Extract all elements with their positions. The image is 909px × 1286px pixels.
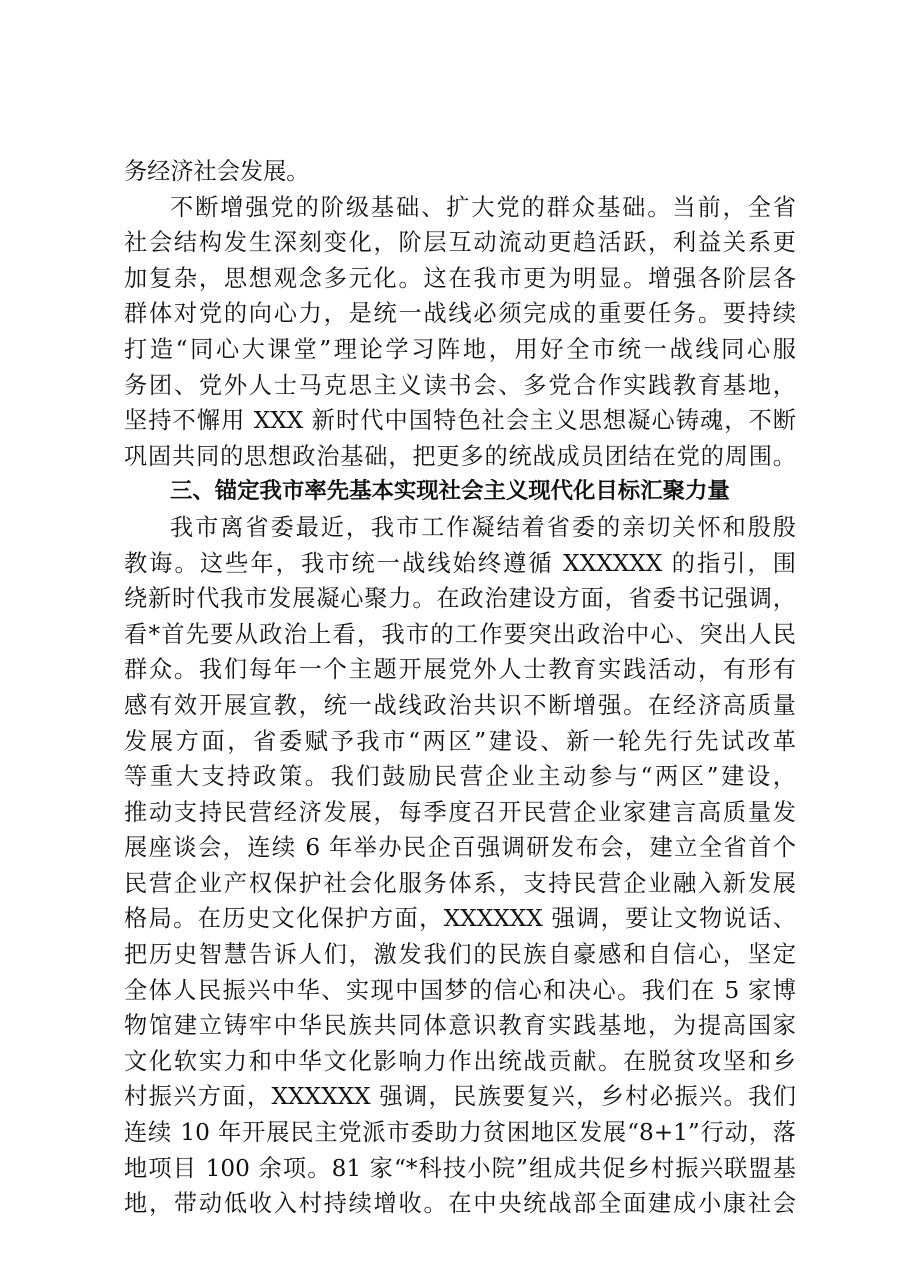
body-line: 群众。我们每年一个主题开展党外人士教育实践活动，有形有 <box>124 656 796 684</box>
body-line: 民营企业产权保护社会化服务体系，支持民营企业融入新发展 <box>124 869 796 897</box>
body-line: 村振兴方面，XXXXXX 强调，民族要复兴，乡村必振兴。我们 <box>124 1083 796 1111</box>
body-line: 把历史智慧告诉人们，激发我们的民族自豪感和自信心，坚定 <box>124 941 796 969</box>
body-line: 全体人民振兴中华、实现中国梦的信心和决心。我们在 5 家博 <box>124 976 796 1004</box>
body-line: 等重大支持政策。我们鼓励民营企业主动参与“两区”建设， <box>124 763 796 791</box>
body-line: 发展方面，省委赋予我市“两区”建设、新一轮先行先试改革 <box>124 727 796 755</box>
body-line: 展座谈会，连续 6 年举办民企百强调研发布会，建立全省首个 <box>124 834 796 862</box>
body-line: 不断增强党的阶级基础、扩大党的群众基础。当前，全省 <box>170 193 796 221</box>
body-line: 群体对党的向心力，是统一战线必须完成的重要任务。要持续 <box>124 300 796 328</box>
document-body <box>124 154 796 1222</box>
body-line: 务团、党外人士马克思主义读书会、多党合作实践教育基地， <box>124 371 796 399</box>
body-line: 务经济社会发展。 <box>124 158 310 185</box>
body-line: 我市离省委最近，我市工作凝结着省委的亲切关怀和殷殷 <box>170 513 796 541</box>
body-line: 绕新时代我市发展凝心聚力。在政治建设方面，省委书记强调， <box>124 585 796 613</box>
body-line: 感有效开展宣教，统一战线政治共识不断增强。在经济高质量 <box>124 691 796 719</box>
section-heading: 三、锚定我市率先基本实现社会主义现代化目标汇聚力量 <box>170 478 730 505</box>
body-line: 教诲。这些年，我市统一战线始终遵循 XXXXXX 的指引，围 <box>124 549 796 577</box>
body-line: 格局。在历史文化保护方面，XXXXXX 强调，要让文物说话、 <box>124 905 796 933</box>
body-line: 地，带动低收入村持续增收。在中央统战部全面建成小康社会 <box>124 1190 796 1218</box>
body-line: 加复杂，思想观念多元化。这在我市更为明显。增强各阶层各 <box>124 264 796 292</box>
body-line: 打造“同心大课堂”理论学习阵地，用好全市统一战线同心服 <box>124 335 796 363</box>
body-line: 看*首先要从政治上看，我市的工作要突出政治中心、突出人民 <box>124 620 796 648</box>
body-line: 物馆建立铸牢中华民族共同体意识教育实践基地，为提高国家 <box>124 1012 796 1040</box>
body-line: 地项目 100 余项。81 家“*科技小院”组成共促乡村振兴联盟基 <box>124 1154 796 1182</box>
body-line: 连续 10 年开展民主党派市委助力贫困地区发展“8+1”行动，落 <box>124 1119 796 1147</box>
body-line: 坚持不懈用 XXX 新时代中国特色社会主义思想凝心铸魂，不断 <box>124 407 796 435</box>
body-line: 文化软实力和中华文化影响力作出统战贡献。在脱贫攻坚和乡 <box>124 1047 796 1075</box>
body-line: 社会结构发生深刻变化，阶层互动流动更趋活跃，利益关系更 <box>124 229 796 257</box>
body-line: 推动支持民营经济发展，每季度召开民营企业家建言高质量发 <box>124 798 796 826</box>
body-line: 巩固共同的思想政治基础，把更多的统战成员团结在党的周围。 <box>124 442 796 470</box>
